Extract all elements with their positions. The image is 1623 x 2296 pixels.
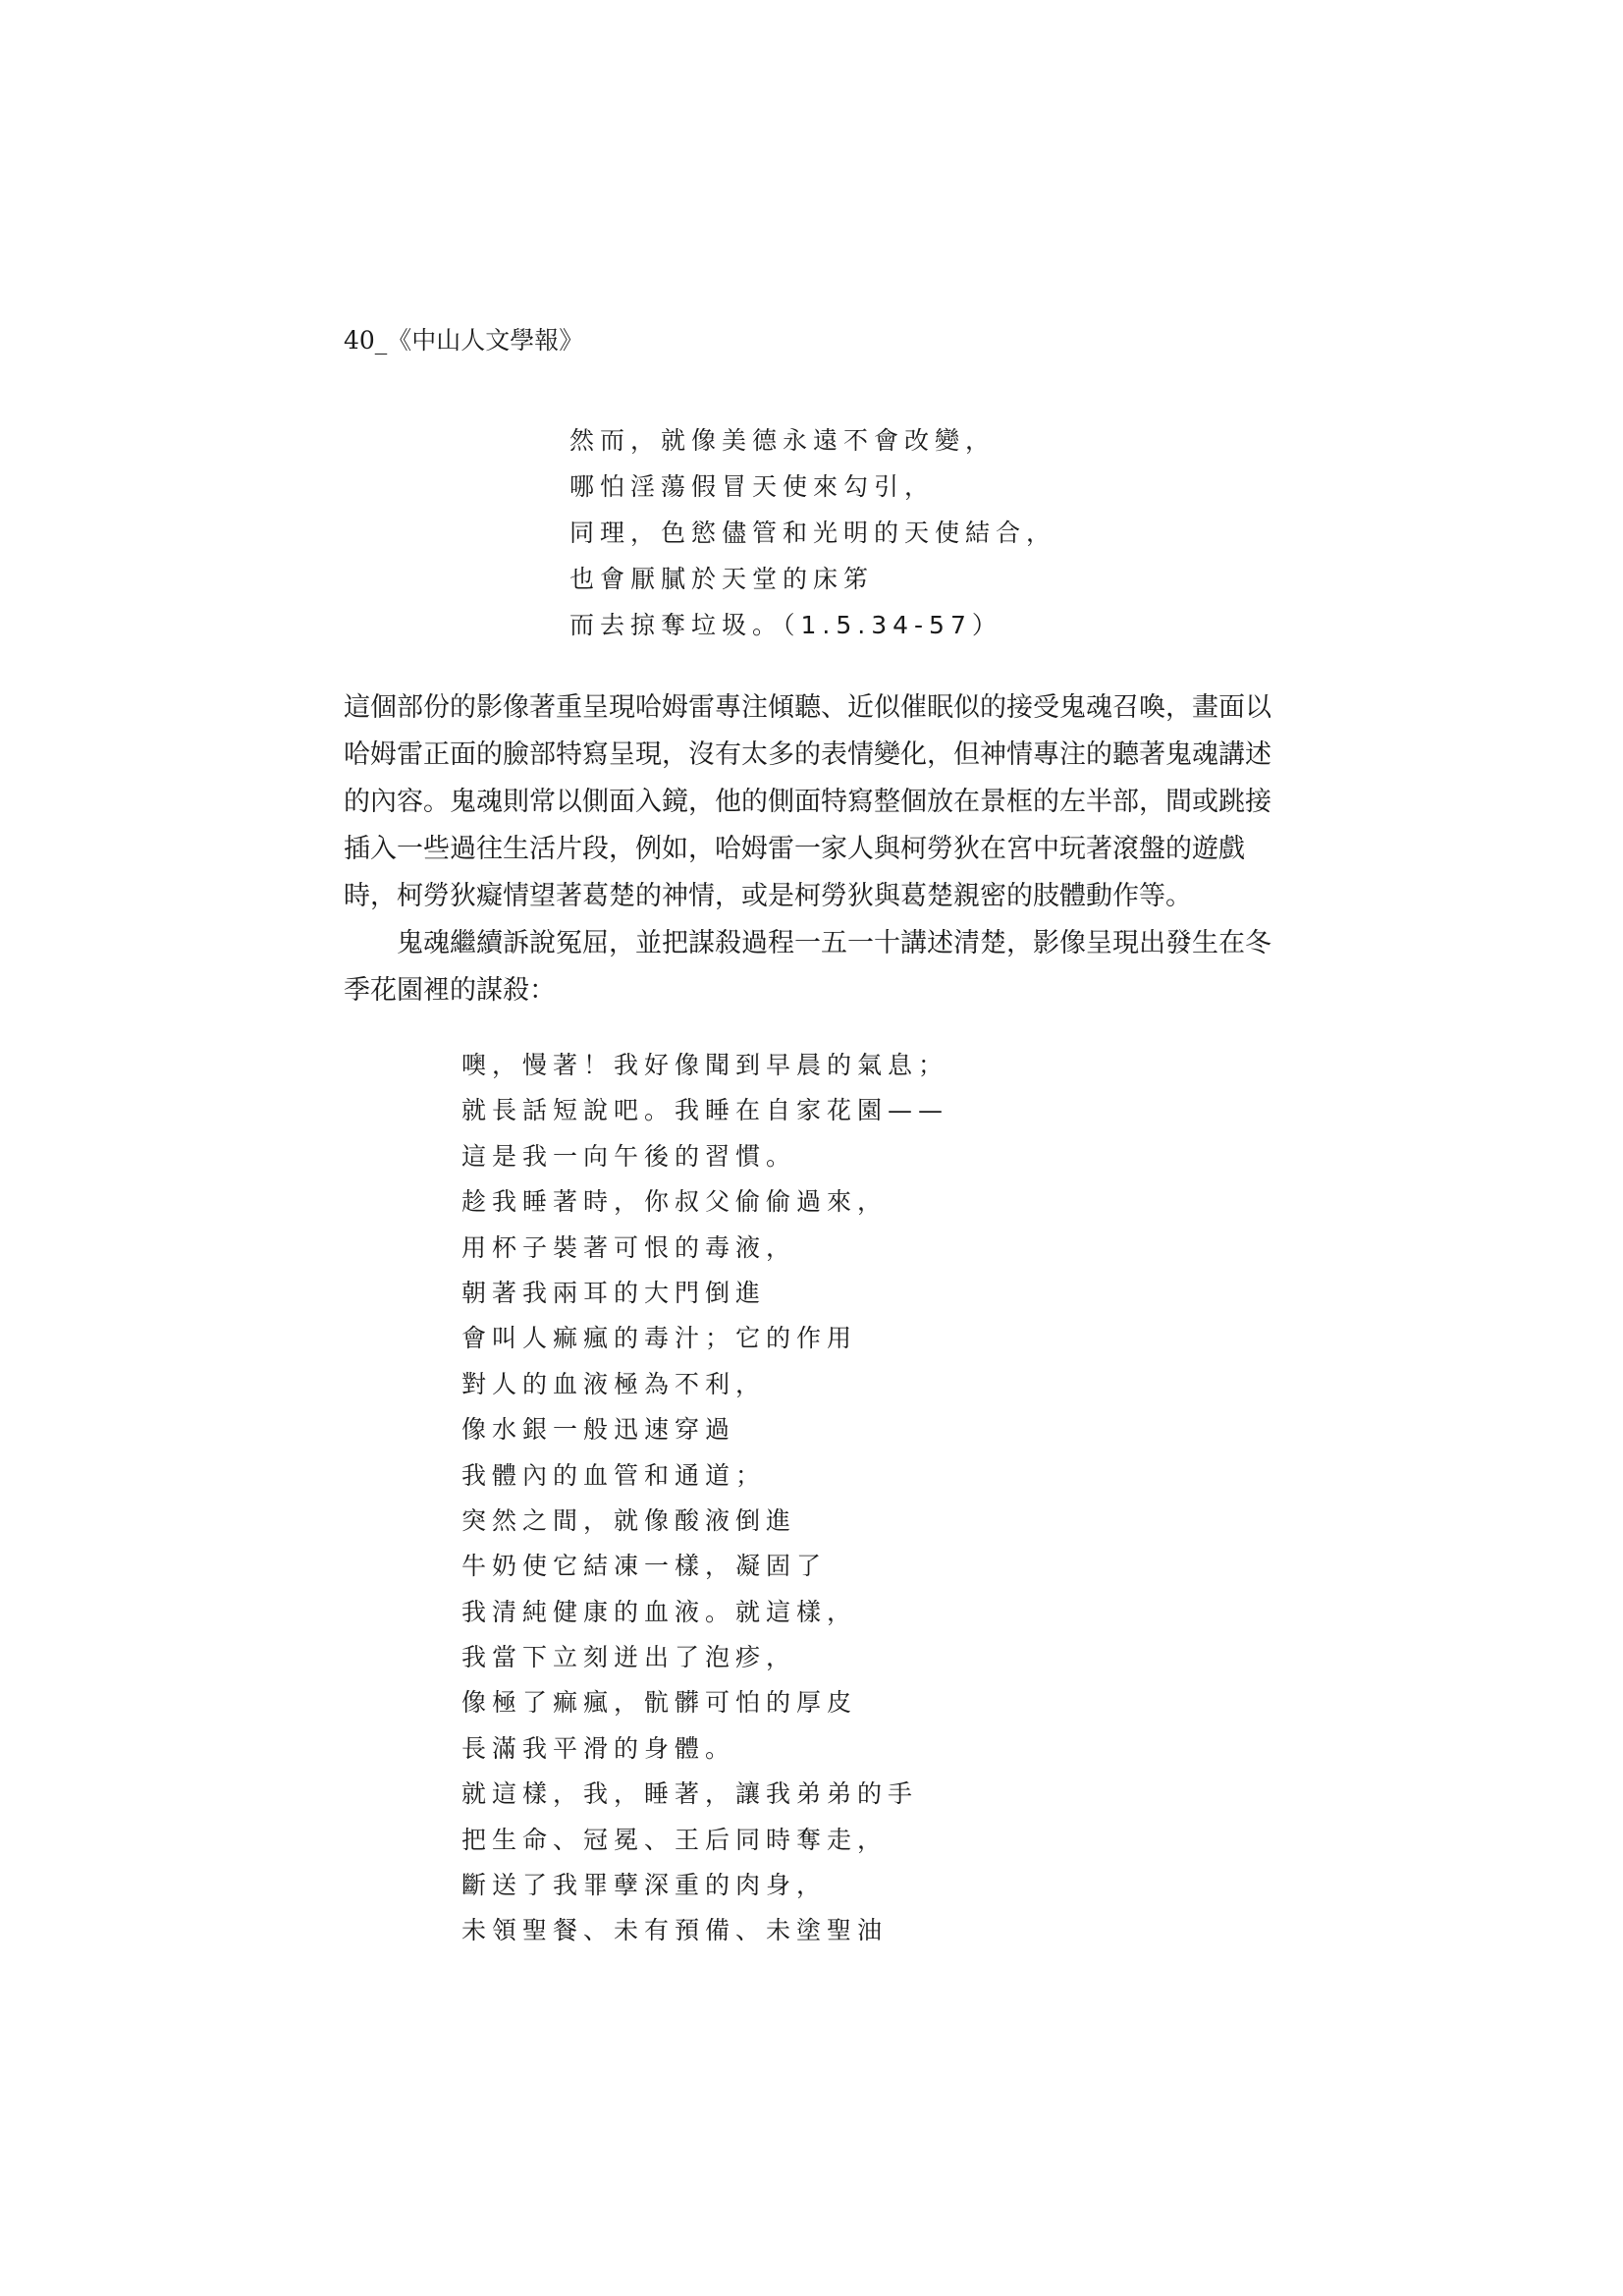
verse-line: 用杯子裝著可恨的毒液， (461, 1232, 797, 1262)
verse-line: 哪怕淫蕩假冒天使來勾引， (569, 472, 936, 501)
verse-line: 然而，就像美德永遠不會改變， (569, 426, 997, 455)
paragraph-line: 這個部份的影像著重呈現哈姆雷專注傾聽、近似催眠似的接受鬼魂召喚，畫面以 (344, 692, 1271, 723)
verse-line: 同理，色慾儘管和光明的天使結合， (569, 519, 1057, 547)
verse-line: 就這樣，我，睡著，讓我弟弟的手 (461, 1779, 919, 1809)
body-paragraph-1 (344, 684, 1306, 920)
verse-line: 噢，慢著！我好像聞到早晨的氣息； (461, 1051, 949, 1079)
verse-line: 斷送了我罪孽深重的肉身， (461, 1871, 828, 1900)
verse-line: 牛奶使它結凍一樣，凝固了 (461, 1552, 828, 1581)
paragraph-line: 時，柯勞狄癡情望著葛楚的神情，或是柯勞狄與葛楚親密的肢體動作等。 (344, 881, 1192, 911)
verse-line: 未領聖餐、未有預備、未塗聖油 (461, 1916, 889, 1945)
verse-line: 就長話短說吧。我睡在自家花園—— (461, 1096, 949, 1125)
verse-quote-2 (461, 1043, 948, 1954)
verse-line: 把生命、冠冕、王后同時奪走， (461, 1825, 889, 1854)
verse-line: 對人的血液極為不利， (461, 1369, 767, 1398)
paragraph-line: 季花園裡的謀殺： (344, 975, 556, 1006)
verse-line: 長滿我平滑的身體。 (461, 1733, 736, 1763)
verse-line: 像水銀一般迅速穿過 (461, 1415, 736, 1445)
verse-line: 也會厭膩於天堂的床笫 (569, 565, 875, 593)
paragraph-line: 鬼魂繼續訴說冤屈，並把謀殺過程一五一十講述清楚，影像呈現出發生在冬 (397, 928, 1271, 958)
verse-line: 這是我一向午後的習慣。 (461, 1141, 797, 1171)
verse-line: 而去掠奪垃圾。（1.5.34-57） (569, 611, 1002, 639)
verse-quote-1 (569, 417, 1056, 648)
verse-line: 趁我睡著時，你叔父偷偷過來， (461, 1187, 889, 1217)
paragraph-line: 插入一些過往生活片段，例如，哈姆雷一家人與柯勞狄在宮中玩著滾盤的遊戲 (344, 834, 1245, 864)
paragraph-line: 的內容。鬼魂則常以側面入鏡，他的側面特寫整個放在景框的左半部，間或跳接 (344, 787, 1271, 817)
verse-line: 會叫人痲瘋的毒汁；它的作用 (461, 1324, 858, 1353)
running-head: 40_《中山人文學報》 (344, 326, 584, 355)
paragraph-line: 哈姆雷正面的臉部特寫呈現，沒有太多的表情變化，但神情專注的聽著鬼魂講述 (344, 739, 1271, 770)
verse-line: 我當下立刻迸出了泡疹， (461, 1643, 797, 1672)
body-paragraph-2 (344, 920, 1306, 1014)
verse-line: 我清純健康的血液。就這樣， (461, 1597, 858, 1626)
verse-line: 朝著我兩耳的大門倒進 (461, 1278, 767, 1307)
verse-line: 突然之間，就像酸液倒進 (461, 1505, 797, 1535)
verse-line: 我體內的血管和通道； (461, 1460, 767, 1490)
verse-line: 像極了痲瘋，骯髒可怕的厚皮 (461, 1688, 858, 1718)
